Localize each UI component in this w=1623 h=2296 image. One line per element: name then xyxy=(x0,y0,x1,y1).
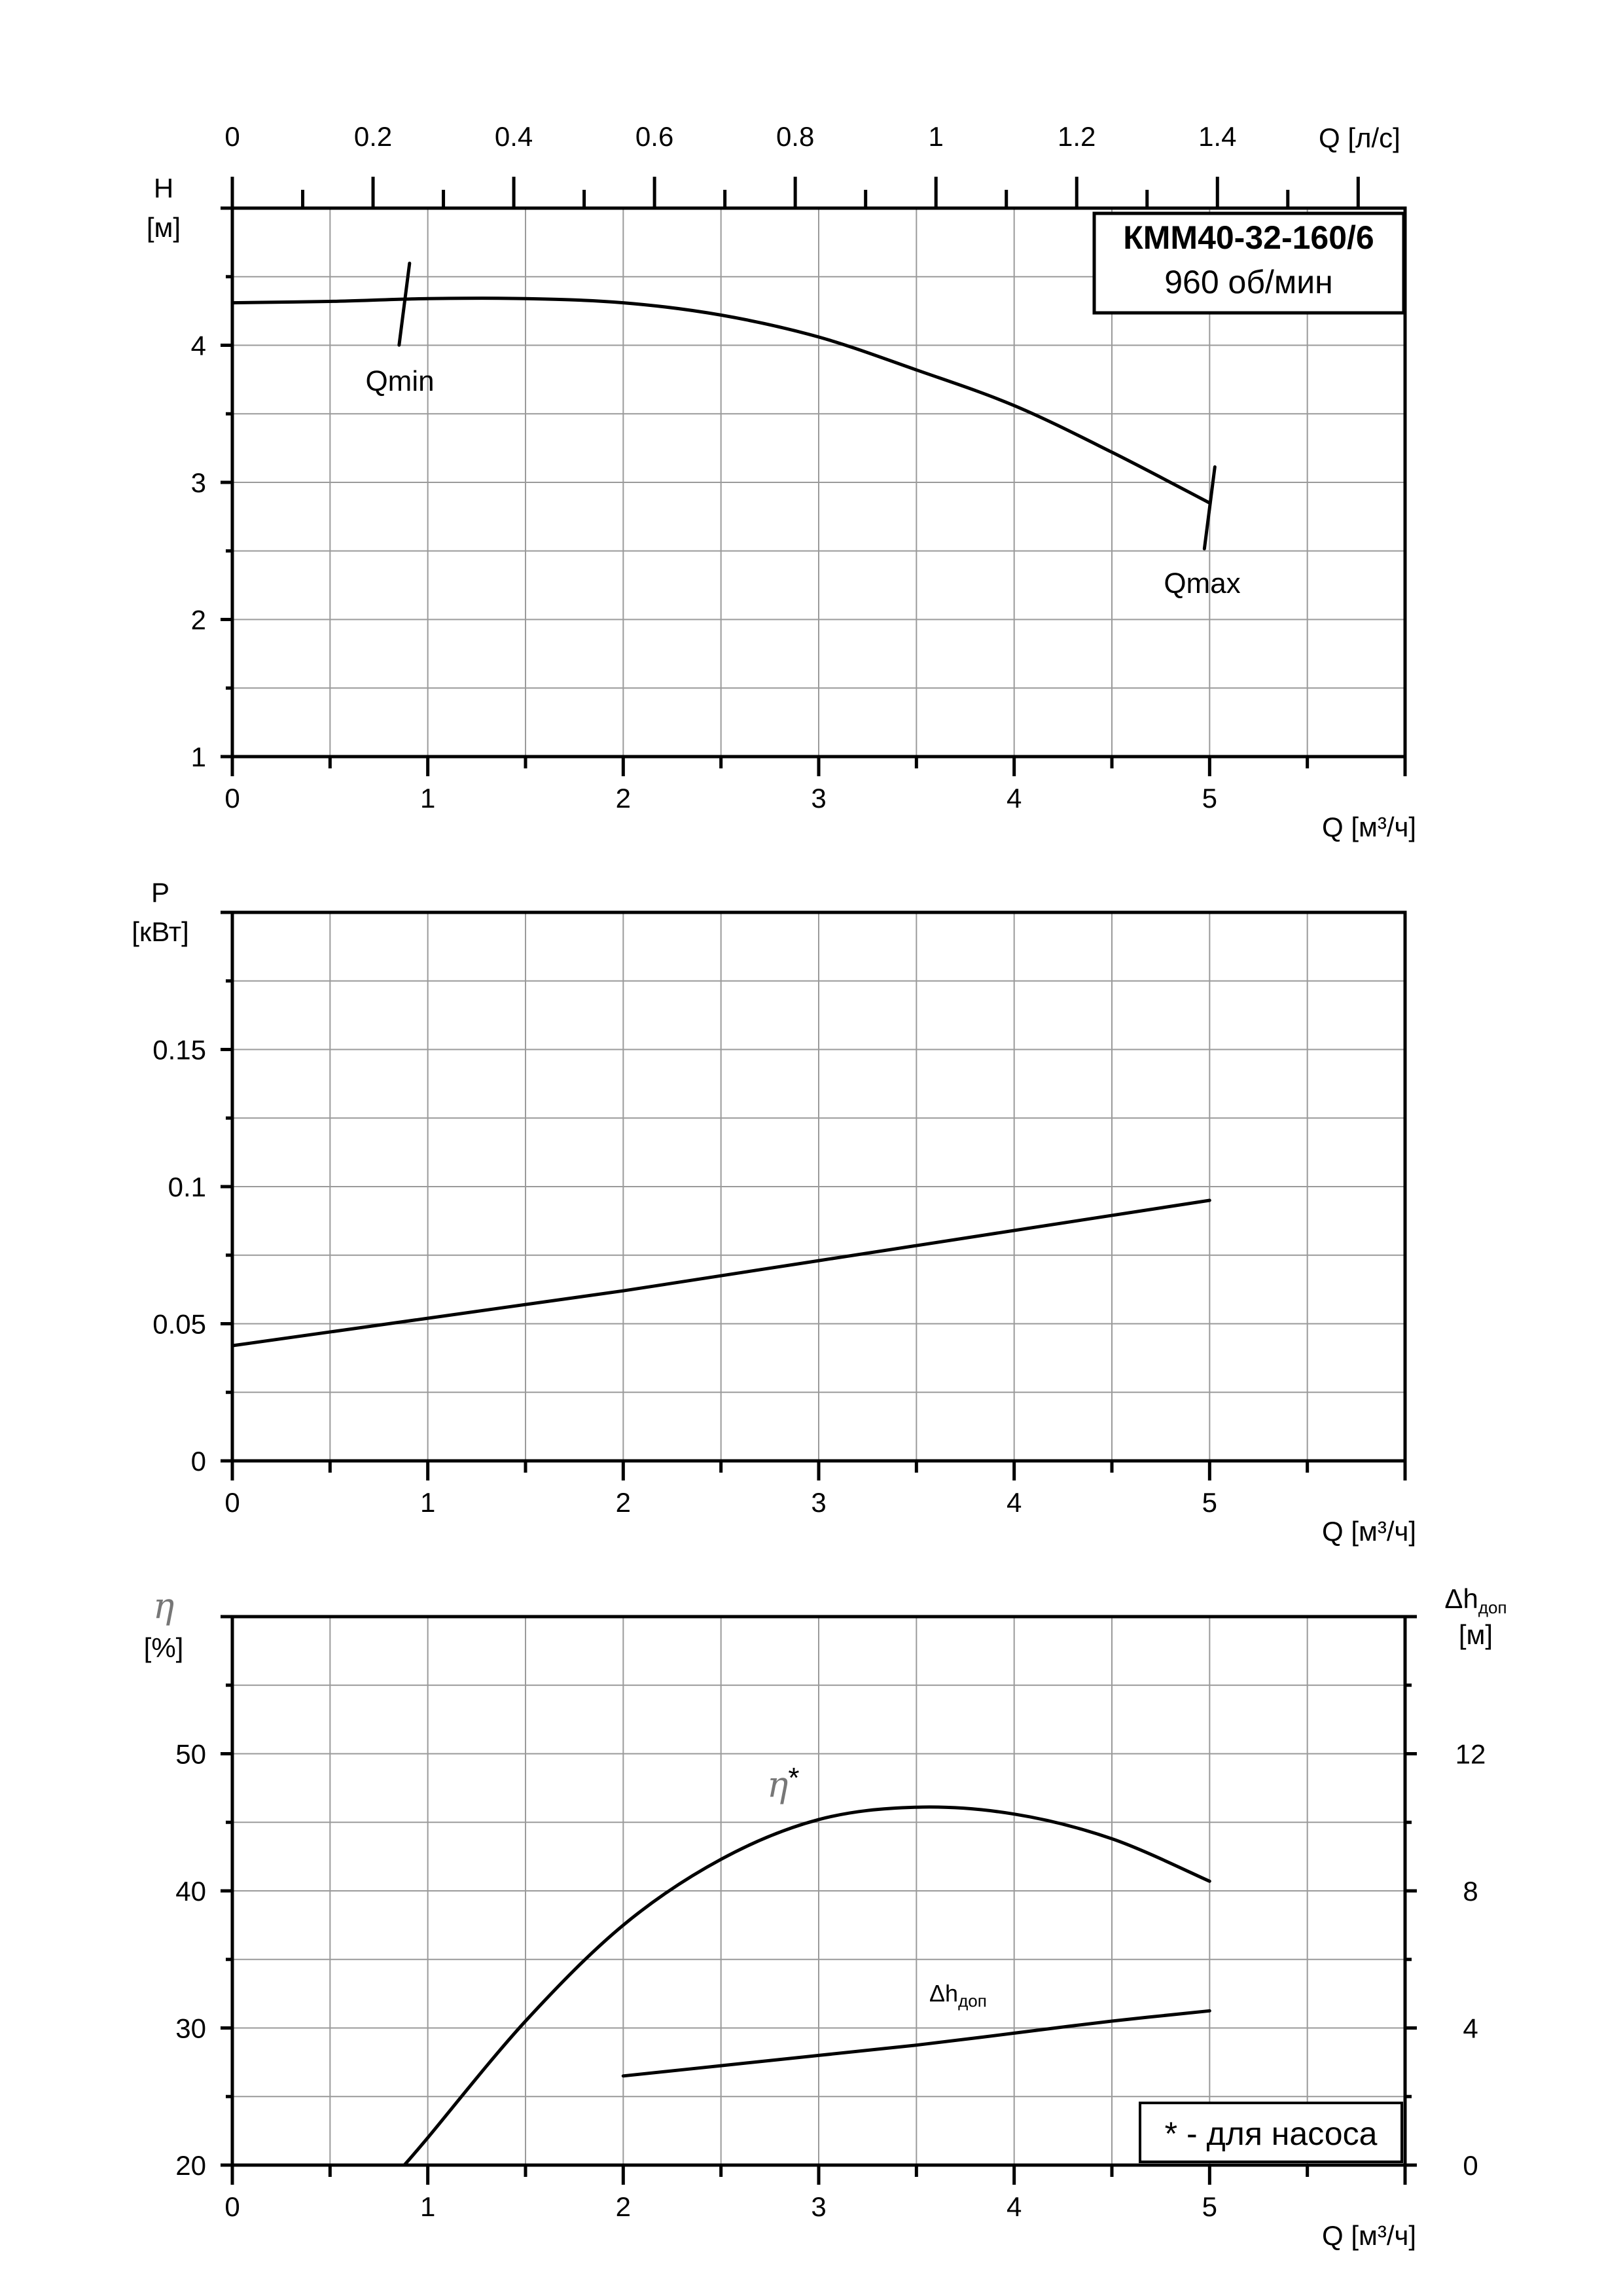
y-tick-label: 0.1 xyxy=(168,1172,206,1202)
npsh-y2-label xyxy=(1444,1583,1507,1617)
pump-model-title: КММ40-32-160/6 xyxy=(1123,219,1374,256)
efficiency-curve-label-star: * xyxy=(788,1762,800,1794)
power-grid xyxy=(232,912,1405,1461)
x2-tick-label: 0.2 xyxy=(353,121,393,152)
y-tick-label: 0.05 xyxy=(152,1308,206,1340)
y2-tick-label: 0 xyxy=(1463,2150,1478,2181)
head-x2-label: Q [л/с] xyxy=(1319,122,1400,153)
y-tick-label: 0 xyxy=(190,1446,206,1477)
x-tick-label: 4 xyxy=(1006,783,1022,814)
x-tick-label: 2 xyxy=(615,2191,632,2222)
head-y-label: H xyxy=(153,173,174,204)
qmin-marker xyxy=(399,263,410,345)
x-tick-label: 1 xyxy=(419,1487,436,1518)
y-tick-label: 4 xyxy=(190,330,206,361)
x-tick-label: 5 xyxy=(1202,1487,1218,1518)
efficiency-y-label: η xyxy=(152,1585,175,1626)
head-chart xyxy=(147,121,1416,842)
efficiency-curve-label xyxy=(767,1762,799,1805)
x2-tick-label: 1.2 xyxy=(1058,121,1096,152)
x-tick-label: 2 xyxy=(615,1487,632,1518)
efficiency-curve-label-eta: η xyxy=(767,1764,789,1805)
y-tick-label: 0.15 xyxy=(152,1034,206,1066)
footnote-text: * - для насоса xyxy=(1164,2115,1378,2152)
efficiency-grid xyxy=(232,1617,1405,2165)
efficiency-y-unit: [%] xyxy=(143,1632,184,1663)
pump-speed-subtitle: 960 об/мин xyxy=(1164,264,1333,300)
x2-tick-label: 0.8 xyxy=(776,121,815,152)
y-tick-label: 50 xyxy=(175,1738,206,1770)
x-tick-label: 4 xyxy=(1006,2191,1022,2222)
power-x-label: Q [м³/ч] xyxy=(1322,1516,1417,1547)
power-y-label: P xyxy=(151,877,170,908)
x-tick-label: 5 xyxy=(1202,2191,1218,2222)
efficiency-chart xyxy=(144,1583,1507,2251)
x-tick-label: 0 xyxy=(224,783,240,814)
x-tick-label: 3 xyxy=(811,2191,827,2222)
x-tick-label: 5 xyxy=(1202,783,1218,814)
qmax-label: Qmax xyxy=(1164,567,1241,600)
npsh-y2-label-sub: доп xyxy=(1478,1598,1507,1617)
npsh-y2-label-main: Δh xyxy=(1444,1583,1478,1614)
x2-tick-label: 0.4 xyxy=(494,121,533,152)
power-ticks xyxy=(152,912,1405,1518)
y-tick-label: 30 xyxy=(175,2013,206,2044)
power-y-unit: [кВт] xyxy=(132,916,189,947)
npsh-curve-label xyxy=(929,1980,987,2011)
qmin-label: Qmin xyxy=(365,365,435,397)
x-tick-label: 0 xyxy=(224,1487,240,1518)
footnote-box xyxy=(1140,2103,1402,2162)
x2-tick-label: 0.6 xyxy=(635,121,674,152)
npsh-curve-label-main: Δh xyxy=(929,1980,959,2007)
y2-tick-label: 8 xyxy=(1463,1876,1478,1907)
y-tick-label: 40 xyxy=(175,1876,206,1907)
y-tick-label: 1 xyxy=(190,742,206,772)
y-tick-label: 2 xyxy=(190,604,206,636)
x-tick-label: 3 xyxy=(811,783,827,814)
x-tick-label: 1 xyxy=(419,2191,436,2222)
x-tick-label: 1 xyxy=(419,783,436,814)
npsh-curve-label-sub: доп xyxy=(958,1991,987,2011)
head-title-box xyxy=(1094,213,1404,313)
y2-tick-label: 12 xyxy=(1455,1738,1486,1770)
npsh-y2-unit: [м] xyxy=(1458,1619,1493,1650)
x-tick-label: 4 xyxy=(1006,1487,1022,1518)
power-chart xyxy=(132,877,1416,1547)
x-tick-label: 0 xyxy=(224,2191,240,2222)
head-x-label: Q [м³/ч] xyxy=(1322,812,1417,842)
efficiency-x-label: Q [м³/ч] xyxy=(1322,2220,1417,2251)
x2-tick-label: 1 xyxy=(928,121,944,152)
x2-tick-label: 1.4 xyxy=(1198,121,1237,152)
y-tick-label: 3 xyxy=(190,467,206,498)
y2-tick-label: 4 xyxy=(1463,2013,1478,2044)
x-tick-label: 2 xyxy=(615,783,632,814)
y-tick-label: 20 xyxy=(175,2150,206,2181)
head-y-unit: [м] xyxy=(146,212,181,243)
x2-tick-label: 0 xyxy=(224,121,240,152)
x-tick-label: 3 xyxy=(811,1487,827,1518)
